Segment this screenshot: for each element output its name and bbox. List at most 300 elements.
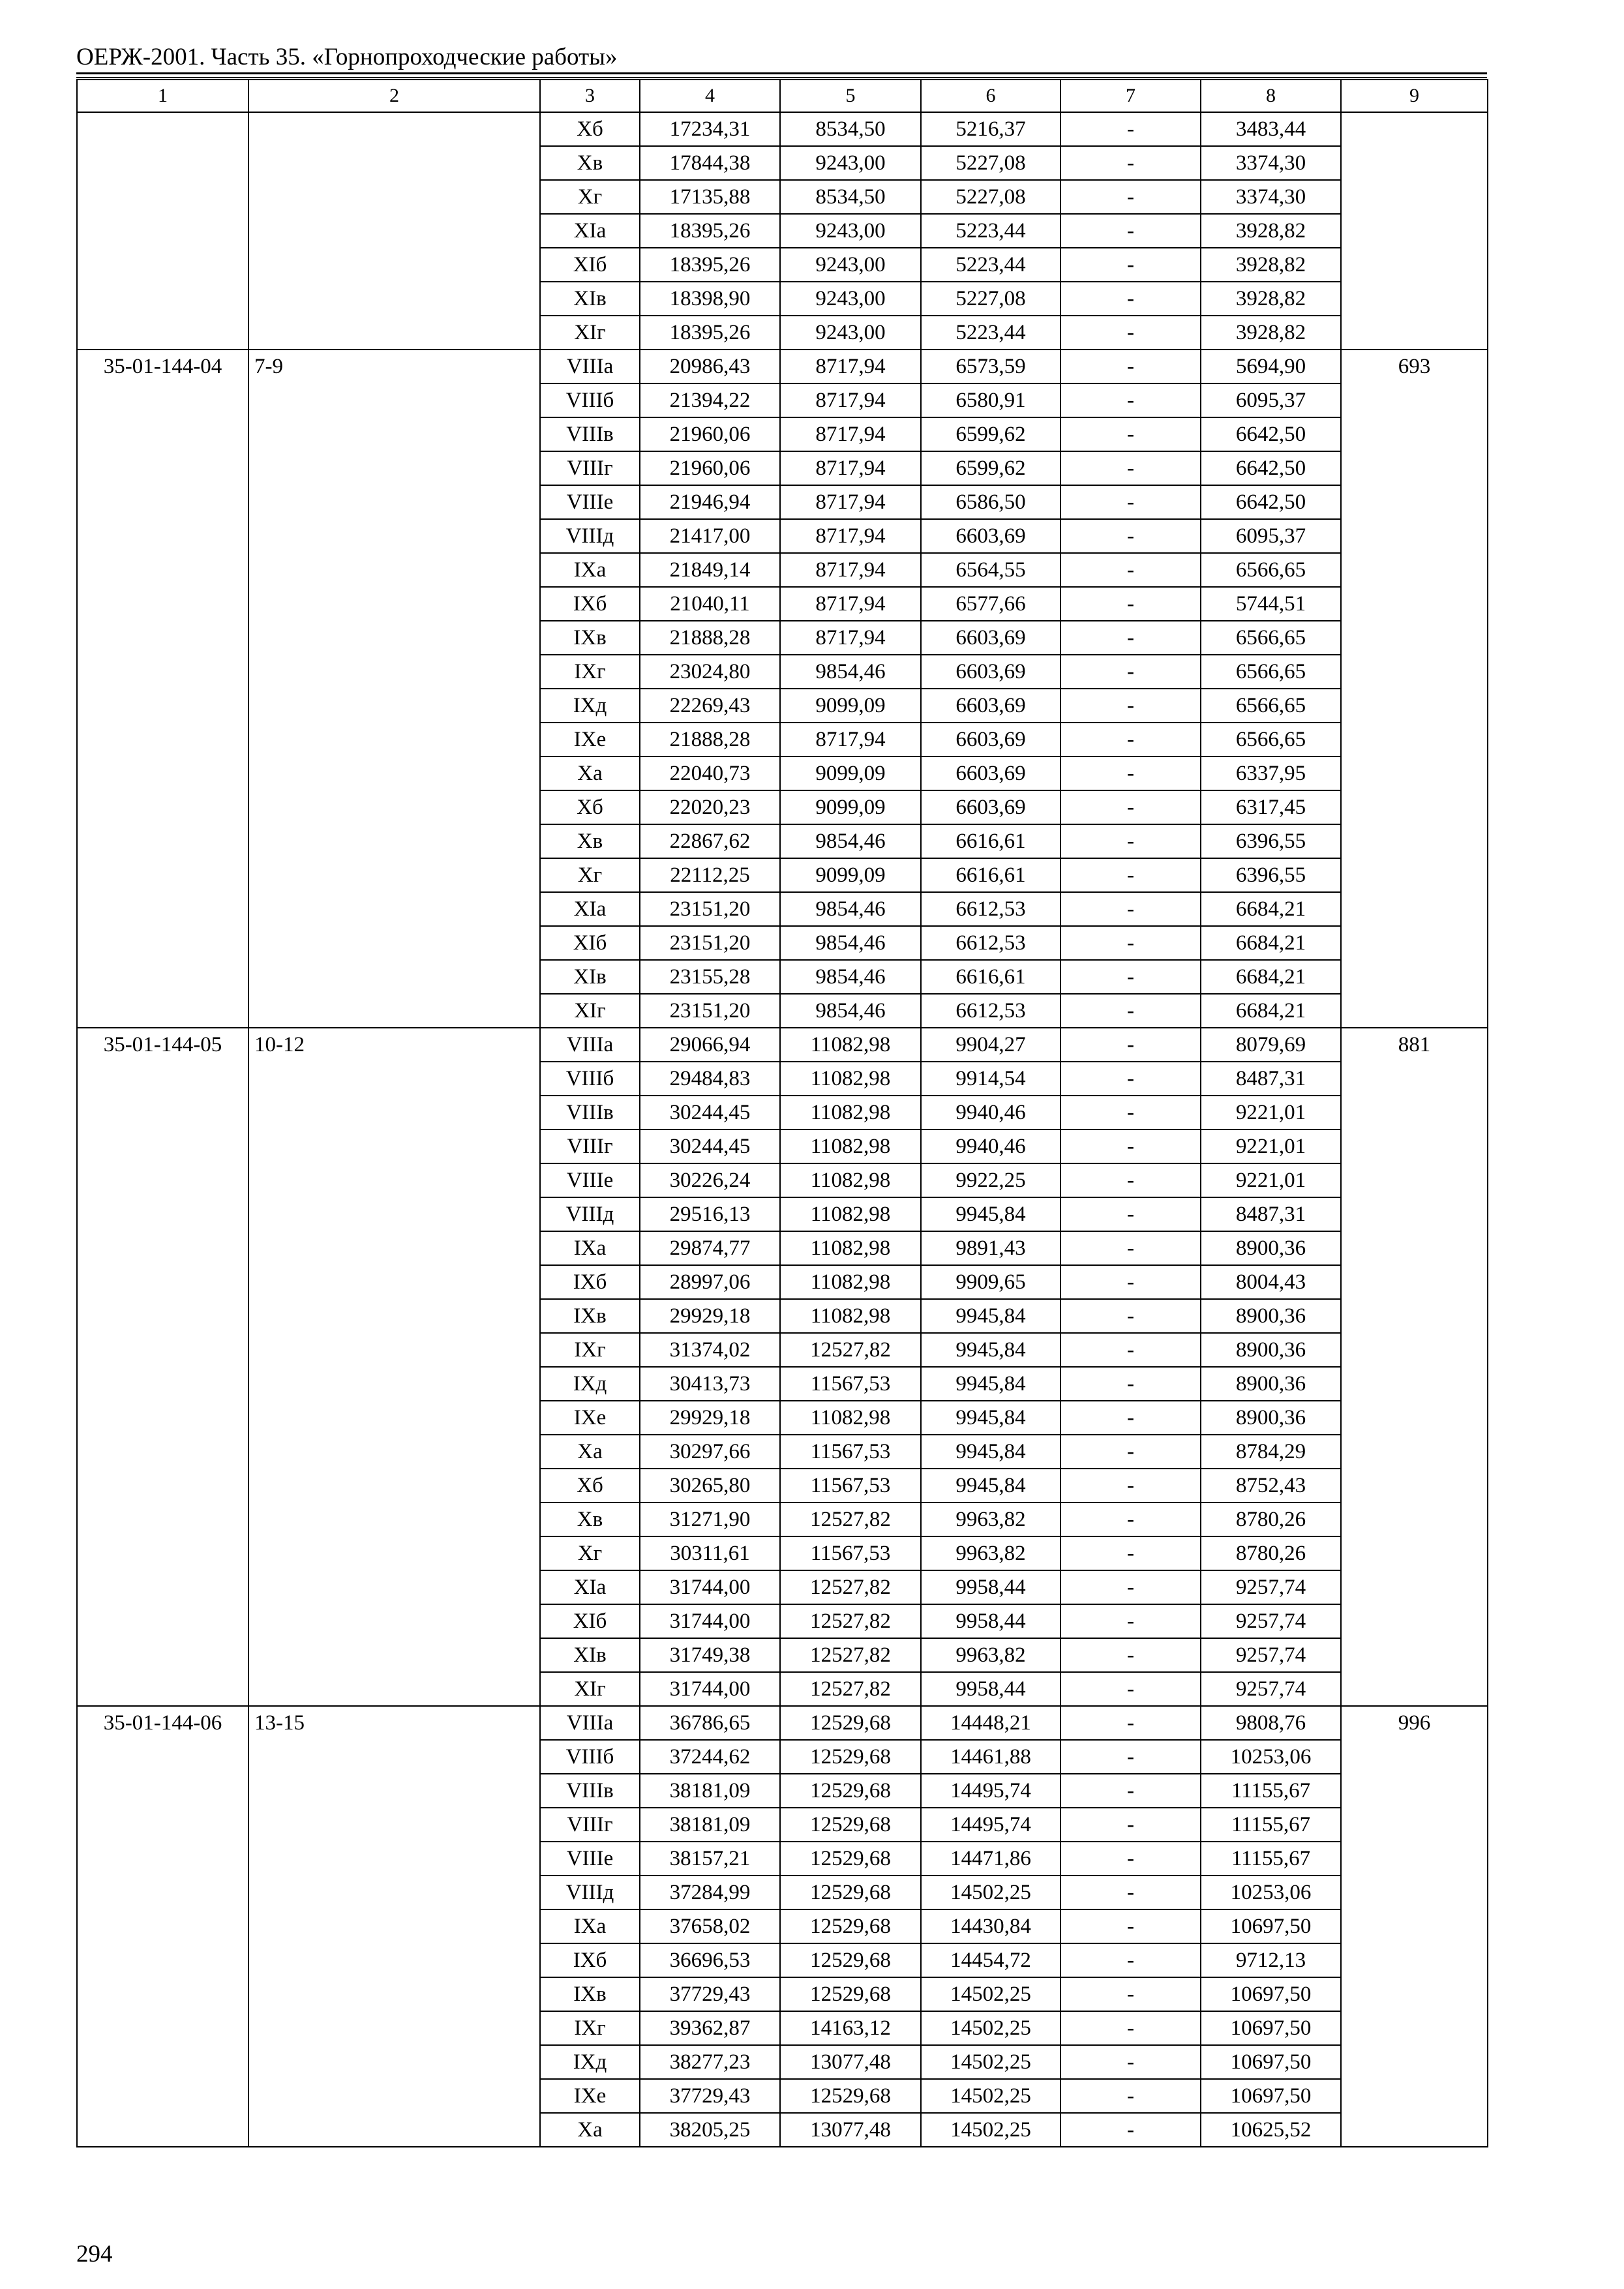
machines-cell: 5223,44 [921,248,1060,282]
column-header: 9 [1341,80,1488,112]
range-cell [248,1570,540,1604]
materials-cell: 11155,67 [1201,1808,1341,1842]
machines-cell: 5216,37 [921,112,1060,146]
machines-cell: 6599,62 [921,417,1060,451]
wages-cell: 9099,09 [780,689,921,723]
wages-cell: 11082,98 [780,1096,921,1130]
drivers-wages-cell: - [1060,1435,1201,1469]
rate-code-cell [77,1130,248,1163]
labor-cell [1341,1401,1488,1435]
drivers-wages-cell: - [1060,960,1201,994]
labor-cell [1341,1367,1488,1401]
drivers-wages-cell: - [1060,824,1201,858]
rate-code-cell [77,383,248,417]
drivers-wages-cell: - [1060,214,1201,248]
wages-cell: 8717,94 [780,417,921,451]
table-row [77,112,1488,146]
total-cost-cell: 18395,26 [640,214,780,248]
table-row [77,1062,1488,1096]
range-cell [248,1469,540,1503]
rate-code-cell [77,1231,248,1265]
wages-cell: 8717,94 [780,350,921,383]
wages-cell: 12529,68 [780,1876,921,1909]
category-cell: IXв [540,1299,640,1333]
total-cost-cell: 18398,90 [640,282,780,316]
range-cell [248,1197,540,1231]
materials-cell: 8780,26 [1201,1503,1341,1536]
wages-cell: 8717,94 [780,587,921,621]
machines-cell: 14471,86 [921,1842,1060,1876]
drivers-wages-cell: - [1060,926,1201,960]
range-cell [248,1265,540,1299]
total-cost-cell: 18395,26 [640,316,780,350]
labor-cell [1341,824,1488,858]
range-cell [248,1808,540,1842]
machines-cell: 9945,84 [921,1197,1060,1231]
wages-cell: 12527,82 [780,1672,921,1706]
wages-cell: 11082,98 [780,1197,921,1231]
range-cell [248,1503,540,1536]
table-row [77,926,1488,960]
machines-cell: 6612,53 [921,994,1060,1028]
table-row [77,1706,1488,1740]
machines-cell: 14502,25 [921,2079,1060,2113]
drivers-wages-cell: - [1060,1638,1201,1672]
drivers-wages-cell: - [1060,689,1201,723]
column-header: 2 [248,80,540,112]
labor-cell [1341,485,1488,519]
materials-cell: 11155,67 [1201,1774,1341,1808]
total-cost-cell: 37284,99 [640,1876,780,1909]
total-cost-cell: 31744,00 [640,1604,780,1638]
total-cost-cell: 36696,53 [640,1943,780,1977]
table-row [77,1028,1488,1062]
machines-cell: 6603,69 [921,655,1060,689]
machines-cell: 6599,62 [921,451,1060,485]
table-row [77,1265,1488,1299]
page-header-title: ОЕРЖ-2001. Часть 35. «Горнопроходческие работы» [76,44,618,70]
materials-cell: 9257,74 [1201,1638,1341,1672]
category-cell: IXб [540,1265,640,1299]
materials-cell: 8900,36 [1201,1299,1341,1333]
table-row [77,892,1488,926]
total-cost-cell: 17135,88 [640,180,780,214]
materials-cell: 8900,36 [1201,1231,1341,1265]
labor-cell: 881 [1341,1028,1488,1062]
total-cost-cell: 21888,28 [640,621,780,655]
labor-cell [1341,2045,1488,2079]
drivers-wages-cell: - [1060,519,1201,553]
category-cell: Xа [540,756,640,790]
rate-code-cell [77,316,248,350]
materials-cell: 6566,65 [1201,655,1341,689]
total-cost-cell: 21946,94 [640,485,780,519]
rate-code-cell [77,112,248,146]
table-row [77,316,1488,350]
category-cell: Xв [540,1503,640,1536]
range-cell [248,1909,540,1943]
category-cell: Xб [540,112,640,146]
range-cell [248,2045,540,2079]
labor-cell [1341,1231,1488,1265]
machines-cell: 9940,46 [921,1130,1060,1163]
rate-code-cell [77,2045,248,2079]
rate-code-cell [77,1469,248,1503]
materials-cell: 8487,31 [1201,1197,1341,1231]
range-cell [248,621,540,655]
drivers-wages-cell: - [1060,994,1201,1028]
category-cell: VIIIа [540,1028,640,1062]
total-cost-cell: 30413,73 [640,1367,780,1401]
rate-code-cell [77,1842,248,1876]
drivers-wages-cell: - [1060,1062,1201,1096]
column-header: 6 [921,80,1060,112]
wages-cell: 12529,68 [780,1808,921,1842]
category-cell: VIIIб [540,1740,640,1774]
total-cost-cell: 21040,11 [640,587,780,621]
total-cost-cell: 38205,25 [640,2113,780,2147]
machines-cell: 14454,72 [921,1943,1060,1977]
labor-cell [1341,451,1488,485]
category-cell: IXа [540,553,640,587]
category-cell: IXв [540,621,640,655]
table-row [77,1672,1488,1706]
column-header: 3 [540,80,640,112]
total-cost-cell: 30311,61 [640,1536,780,1570]
total-cost-cell: 23155,28 [640,960,780,994]
range-cell [248,655,540,689]
rate-code-cell [77,621,248,655]
machines-cell: 6577,66 [921,587,1060,621]
materials-cell: 5694,90 [1201,350,1341,383]
wages-cell: 11082,98 [780,1062,921,1096]
total-cost-cell: 22269,43 [640,689,780,723]
materials-cell: 3928,82 [1201,282,1341,316]
rate-code-cell [77,1774,248,1808]
rate-code-cell [77,1740,248,1774]
total-cost-cell: 21960,06 [640,451,780,485]
wages-cell: 12527,82 [780,1638,921,1672]
materials-cell: 6566,65 [1201,553,1341,587]
total-cost-cell: 23151,20 [640,994,780,1028]
materials-cell: 6684,21 [1201,994,1341,1028]
rate-code-cell [77,756,248,790]
rate-code-cell [77,824,248,858]
machines-cell: 6564,55 [921,553,1060,587]
wages-cell: 11082,98 [780,1265,921,1299]
labor-cell [1341,1876,1488,1909]
rate-code-cell [77,417,248,451]
category-cell: Xв [540,824,640,858]
total-cost-cell: 37658,02 [640,1909,780,1943]
materials-cell: 6566,65 [1201,621,1341,655]
materials-cell: 10253,06 [1201,1740,1341,1774]
table-row [77,1163,1488,1197]
materials-cell: 5744,51 [1201,587,1341,621]
drivers-wages-cell: - [1060,1570,1201,1604]
total-cost-cell: 22867,62 [640,824,780,858]
rate-code-cell [77,519,248,553]
range-cell [248,1774,540,1808]
labor-cell [1341,926,1488,960]
total-cost-cell: 37729,43 [640,2079,780,2113]
range-cell [248,723,540,756]
table-row [77,655,1488,689]
category-cell: IXг [540,2011,640,2045]
table-row [77,1977,1488,2011]
range-cell [248,485,540,519]
drivers-wages-cell: - [1060,1909,1201,1943]
table-row [77,756,1488,790]
materials-cell: 3928,82 [1201,214,1341,248]
category-cell: VIIIа [540,1706,640,1740]
materials-cell: 8900,36 [1201,1401,1341,1435]
rate-code-cell [77,248,248,282]
rate-code-cell [77,485,248,519]
category-cell: VIIIв [540,1096,640,1130]
wages-cell: 12529,68 [780,1943,921,1977]
category-cell: IXд [540,1367,640,1401]
materials-cell: 3928,82 [1201,316,1341,350]
rate-code-cell [77,1638,248,1672]
range-cell [248,1401,540,1435]
range-cell [248,2011,540,2045]
materials-cell: 10697,50 [1201,2011,1341,2045]
total-cost-cell: 37244,62 [640,1740,780,1774]
table-row [77,790,1488,824]
wages-cell: 9099,09 [780,790,921,824]
labor-cell [1341,1435,1488,1469]
total-cost-cell: 29066,94 [640,1028,780,1062]
rate-code-cell [77,926,248,960]
range-cell [248,1842,540,1876]
wages-cell: 9854,46 [780,892,921,926]
materials-cell: 6095,37 [1201,383,1341,417]
table-row [77,689,1488,723]
machines-cell: 14502,25 [921,2113,1060,2147]
column-number-row [77,80,1488,112]
column-header: 8 [1201,80,1341,112]
machines-cell: 9945,84 [921,1435,1060,1469]
range-cell [248,519,540,553]
category-cell: VIIIб [540,1062,640,1096]
machines-cell: 6612,53 [921,926,1060,960]
total-cost-cell: 38157,21 [640,1842,780,1876]
rate-code-cell: 35-01-144-06 [77,1706,248,1740]
range-cell [248,1638,540,1672]
labor-cell [1341,994,1488,1028]
rate-code-cell [77,723,248,756]
column-header: 4 [640,80,780,112]
wages-cell: 14163,12 [780,2011,921,2045]
drivers-wages-cell: - [1060,858,1201,892]
wages-cell: 8534,50 [780,112,921,146]
rate-code-cell [77,1876,248,1909]
wages-cell: 13077,48 [780,2045,921,2079]
machines-cell: 9940,46 [921,1096,1060,1130]
rate-code-cell [77,1503,248,1536]
wages-cell: 11082,98 [780,1130,921,1163]
table-row [77,248,1488,282]
machines-cell: 14495,74 [921,1808,1060,1842]
drivers-wages-cell: - [1060,1299,1201,1333]
category-cell: VIIIе [540,1163,640,1197]
materials-cell: 6396,55 [1201,858,1341,892]
wages-cell: 9243,00 [780,248,921,282]
range-cell [248,451,540,485]
category-cell: XIа [540,214,640,248]
table-row [77,1096,1488,1130]
labor-cell [1341,282,1488,316]
table-row [77,1808,1488,1842]
machines-cell: 9909,65 [921,1265,1060,1299]
range-cell [248,1062,540,1096]
total-cost-cell: 22020,23 [640,790,780,824]
wages-cell: 9854,46 [780,655,921,689]
drivers-wages-cell: - [1060,1774,1201,1808]
rate-code-cell [77,146,248,180]
table-row [77,1536,1488,1570]
table-row [77,1943,1488,1977]
materials-cell: 8900,36 [1201,1333,1341,1367]
labor-cell [1341,1197,1488,1231]
labor-cell [1341,587,1488,621]
category-cell: XIб [540,926,640,960]
range-cell [248,248,540,282]
drivers-wages-cell: - [1060,1604,1201,1638]
labor-cell [1341,1130,1488,1163]
category-cell: VIIIд [540,1876,640,1909]
range-cell [248,1435,540,1469]
materials-cell: 3928,82 [1201,248,1341,282]
rate-code-cell [77,2113,248,2147]
total-cost-cell: 39362,87 [640,2011,780,2045]
materials-cell: 9221,01 [1201,1096,1341,1130]
wages-cell: 9854,46 [780,960,921,994]
machines-cell: 14502,25 [921,1977,1060,2011]
range-cell: 10-12 [248,1028,540,1062]
table-row [77,1842,1488,1876]
drivers-wages-cell: - [1060,1876,1201,1909]
table-row [77,1435,1488,1469]
machines-cell: 9963,82 [921,1638,1060,1672]
drivers-wages-cell: - [1060,587,1201,621]
labor-cell [1341,1265,1488,1299]
labor-cell [1341,1333,1488,1367]
materials-cell: 6566,65 [1201,689,1341,723]
machines-cell: 6603,69 [921,790,1060,824]
category-cell: XIв [540,1638,640,1672]
labor-cell [1341,756,1488,790]
rate-code-cell [77,790,248,824]
rate-code-cell [77,1062,248,1096]
range-cell [248,1943,540,1977]
labor-cell [1341,1604,1488,1638]
materials-cell: 9712,13 [1201,1943,1341,1977]
drivers-wages-cell: - [1060,1367,1201,1401]
wages-cell: 11082,98 [780,1299,921,1333]
drivers-wages-cell: - [1060,180,1201,214]
machines-cell: 14502,25 [921,1876,1060,1909]
wages-cell: 8717,94 [780,553,921,587]
rate-code-cell [77,1435,248,1469]
table-row [77,485,1488,519]
total-cost-cell: 31744,00 [640,1570,780,1604]
wages-cell: 12527,82 [780,1604,921,1638]
machines-cell: 5223,44 [921,316,1060,350]
labor-cell [1341,1062,1488,1096]
wages-cell: 9854,46 [780,824,921,858]
table-row [77,1367,1488,1401]
category-cell: Xг [540,180,640,214]
total-cost-cell: 29516,13 [640,1197,780,1231]
drivers-wages-cell: - [1060,790,1201,824]
total-cost-cell: 38181,09 [640,1808,780,1842]
rate-code-cell [77,180,248,214]
labor-cell [1341,553,1488,587]
total-cost-cell: 23024,80 [640,655,780,689]
category-cell: XIв [540,960,640,994]
materials-cell: 6642,50 [1201,417,1341,451]
drivers-wages-cell: - [1060,2113,1201,2147]
total-cost-cell: 30226,24 [640,1163,780,1197]
total-cost-cell: 23151,20 [640,926,780,960]
drivers-wages-cell: - [1060,1706,1201,1740]
range-cell [248,1740,540,1774]
wages-cell: 9243,00 [780,316,921,350]
drivers-wages-cell: - [1060,1503,1201,1536]
table-row [77,2045,1488,2079]
range-cell [248,214,540,248]
labor-cell [1341,1672,1488,1706]
machines-cell: 6616,61 [921,858,1060,892]
wages-cell: 12529,68 [780,2079,921,2113]
category-cell: Xа [540,2113,640,2147]
drivers-wages-cell: - [1060,383,1201,417]
rate-code-cell [77,858,248,892]
drivers-wages-cell: - [1060,1842,1201,1876]
table-row [77,2113,1488,2147]
rate-code-cell [77,1977,248,2011]
rate-code-cell [77,1604,248,1638]
rate-code-cell [77,1808,248,1842]
drivers-wages-cell: - [1060,1163,1201,1197]
category-cell: VIIIе [540,485,640,519]
labor-cell [1341,2011,1488,2045]
range-cell [248,383,540,417]
drivers-wages-cell: - [1060,316,1201,350]
materials-cell: 8900,36 [1201,1367,1341,1401]
materials-cell: 10697,50 [1201,1909,1341,1943]
category-cell: VIIIв [540,417,640,451]
range-cell [248,1333,540,1367]
materials-cell: 6396,55 [1201,824,1341,858]
machines-cell: 5223,44 [921,214,1060,248]
table-row [77,1740,1488,1774]
labor-cell [1341,2113,1488,2147]
drivers-wages-cell: - [1060,1943,1201,1977]
total-cost-cell: 31374,02 [640,1333,780,1367]
labor-cell [1341,1570,1488,1604]
category-cell: Xг [540,1536,640,1570]
total-cost-cell: 21417,00 [640,519,780,553]
range-cell [248,1231,540,1265]
wages-cell: 8534,50 [780,180,921,214]
materials-cell: 10253,06 [1201,1876,1341,1909]
labor-cell [1341,2079,1488,2113]
labor-cell [1341,892,1488,926]
total-cost-cell: 30244,45 [640,1096,780,1130]
